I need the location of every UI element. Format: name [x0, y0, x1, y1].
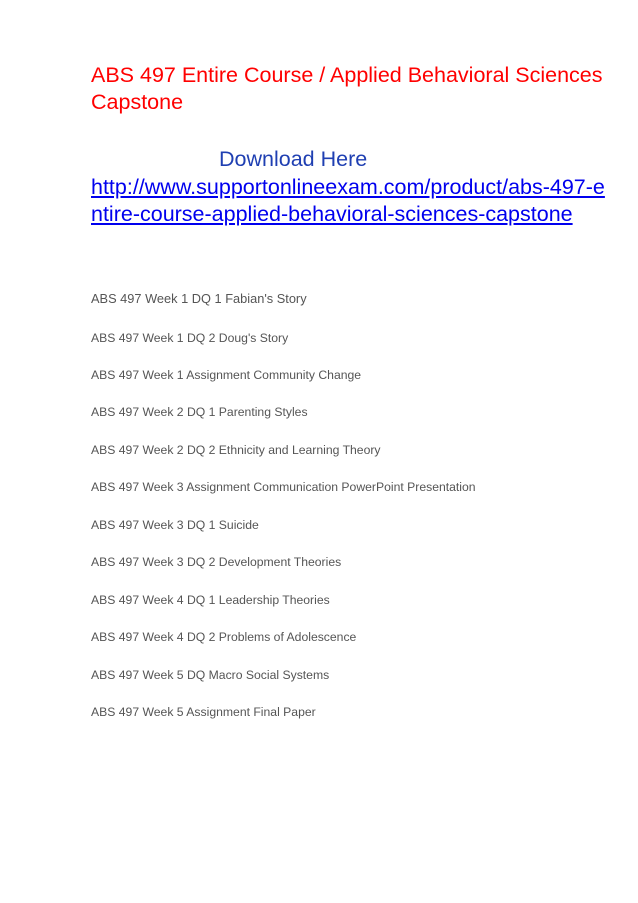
list-item: ABS 497 Week 2 DQ 1 Parenting Styles — [91, 405, 308, 419]
list-item: ABS 497 Week 3 Assignment Communication PowerPoint Presentation — [91, 480, 476, 494]
list-item: ABS 497 Week 4 DQ 2 Problems of Adolescence — [91, 630, 357, 644]
download-here-label[interactable]: Download Here — [219, 147, 368, 171]
product-link[interactable]: http://www.supportonlineexam.com/product/abs-497-entire-course-applied-behavioral-sciences-capstone — [91, 175, 605, 226]
list-item: ABS 497 Week 5 DQ Macro Social Systems — [91, 668, 330, 682]
list-item: ABS 497 Week 1 DQ 1 Fabian's Story — [91, 291, 307, 306]
list-item: ABS 497 Week 3 DQ 1 Suicide — [91, 518, 259, 532]
document-title: ABS 497 Entire Course / Applied Behavioral Sciences Capstone — [91, 63, 603, 114]
list-item: ABS 497 Week 2 DQ 2 Ethnicity and Learning Theory — [91, 443, 381, 457]
list-item: ABS 497 Week 1 DQ 2 Doug's Story — [91, 331, 289, 345]
list-item: ABS 497 Week 4 DQ 1 Leadership Theories — [91, 593, 330, 607]
list-item: ABS 497 Week 1 Assignment Community Change — [91, 368, 362, 382]
list-item: ABS 497 Week 5 Assignment Final Paper — [91, 705, 316, 719]
list-item: ABS 497 Week 3 DQ 2 Development Theories — [91, 555, 342, 569]
